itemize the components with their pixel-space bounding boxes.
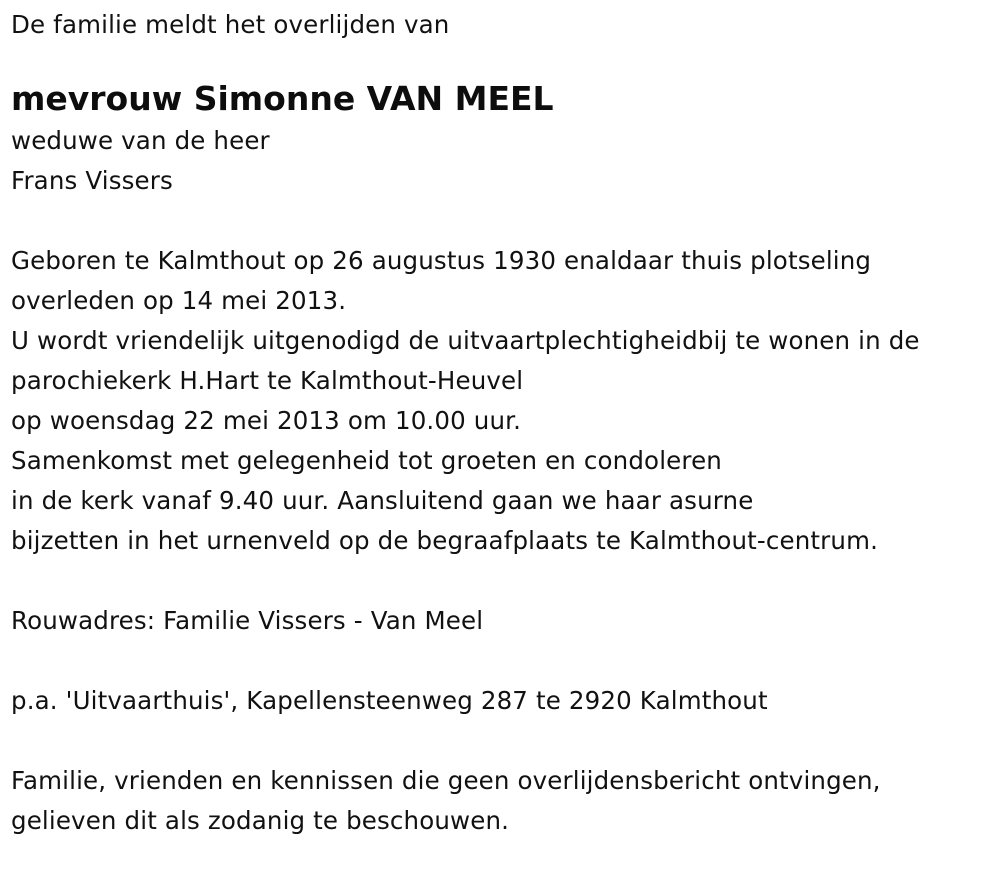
- body-line: Samenkomst met gelegenheid tot groeten en condoleren: [11, 446, 722, 475]
- closing-line-2: gelieven dit als zodanig te beschouwen.: [11, 806, 510, 835]
- spouse-line-1: weduwe van de heer: [11, 126, 270, 155]
- body-line: op woensdag 22 mei 2013 om 10.00 uur.: [11, 406, 522, 435]
- mourning-address: Rouwadres: Familie Vissers - Van Meel: [11, 606, 484, 635]
- spacer: [11, 561, 996, 601]
- body-line: bijzetten in het urnenveld op de begraafplaats te Kalmthout-centrum.: [11, 526, 879, 555]
- closing-line-1: Familie, vrienden en kennissen die geen overlijdensbericht ontvingen,: [11, 766, 881, 795]
- intro-text: De familie meldt het overlijden van: [11, 10, 450, 39]
- spacer: [11, 641, 996, 681]
- body-line: Geboren te Kalmthout op 26 augustus 1930 enaldaar thuis plotseling: [11, 246, 872, 275]
- death-notice: [11, 0, 996, 841]
- body-line: overleden op 14 mei 2013.: [11, 286, 347, 315]
- spacer: [11, 721, 996, 761]
- deceased-name: mevrouw Simonne VAN MEEL: [11, 79, 554, 118]
- spouse-line-2: Frans Vissers: [11, 166, 173, 195]
- spacer: [11, 201, 996, 241]
- body-line: U wordt vriendelijk uitgenodigd de uitvaartplechtigheidbij te wonen in de: [11, 326, 920, 355]
- body-line: in de kerk vanaf 9.40 uur. Aansluitend gaan we haar asurne: [11, 486, 754, 515]
- body-line: parochiekerk H.Hart te Kalmthout-Heuvel: [11, 366, 524, 395]
- care-of-address: p.a. 'Uitvaarthuis', Kapellensteenweg 287 te 2920 Kalmthout: [11, 686, 768, 715]
